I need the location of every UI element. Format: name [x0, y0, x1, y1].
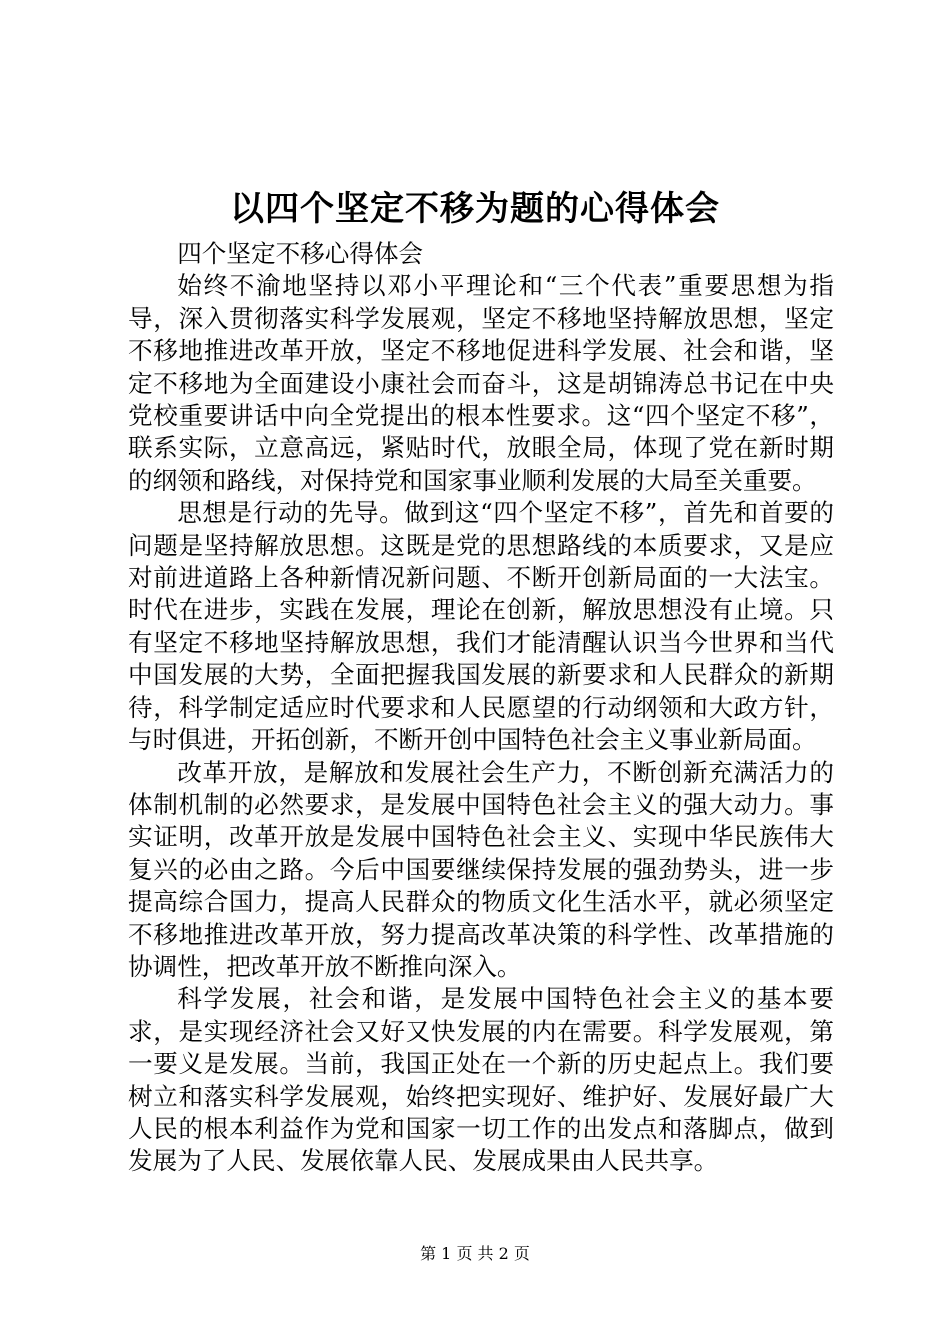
page-number: 第 1 页 共 2 页: [420, 1244, 530, 1263]
paragraph-3: 改革开放，是解放和发展社会生产力，不断创新充满活力的体制机制的必然要求，是发展中国特色社会主义的强大动力。事实证明，改革开放是发展中国特色社会主义、实现中华民族伟大复兴的必由之路。今后中国要继续保持发展的强劲势头，进一步提高综合国力，提高人民群众的物质文化生活水平，就必须坚定不移地推进改革开放，努力提高改革决策的科学性、改革措施的协调性，把改革开放不断推向深入。: [128, 757, 834, 981]
paragraph-4: 科学发展，社会和谐，是发展中国特色社会主义的基本要求，是实现经济社会又好又快发展的内在需要。科学发展观，第一要义是发展。当前，我国正处在一个新的历史起点上。我们要树立和落实科学发展观，始终把实现好、维护好、发展好最广大人民的根本利益作为党和国家一切工作的出发点和落脚点，做到发展为了人民、发展依靠人民、发展成果由人民共享。: [128, 984, 834, 1176]
paragraph-1: 始终不渝地坚持以邓小平理论和“三个代表”重要思想为指导，深入贯彻落实科学发展观，坚定不移地坚持解放思想，坚定不移地推进改革开放，坚定不移地促进科学发展、社会和谐，坚定不移地为全面建设小康社会而奋斗，这是胡锦涛总书记在中央党校重要讲话中向全党提出的根本性要求。这“四个坚定不移”，联系实际，立意高远，紧贴时代，放眼全局，体现了党在新时期的纲领和路线，对保持党和国家事业顺利发展的大局至关重要。: [128, 271, 834, 495]
page-footer: [0, 1243, 950, 1265]
document-body: [128, 238, 834, 1178]
paragraph-2: 思想是行动的先导。做到这“四个坚定不移”，首先和首要的问题是坚持解放思想。这既是党的思想路线的本质要求，又是应对前进道路上各种新情况新问题、不断开创新局面的一大法宝。时代在进步，实践在发展，理论在创新，解放思想没有止境。只有坚定不移地坚持解放思想，我们才能清醒认识当今世界和当代中国发展的大势，全面把握我国发展的新要求和人民群众的新期待，科学制定适应时代要求和人民愿望的行动纲领和大政方针，与时俱进，开拓创新，不断开创中国特色社会主义事业新局面。: [128, 498, 834, 755]
subtitle-paragraph: 四个坚定不移心得体会: [177, 239, 424, 268]
document-title: 以四个坚定不移为题的心得体会: [230, 189, 720, 229]
